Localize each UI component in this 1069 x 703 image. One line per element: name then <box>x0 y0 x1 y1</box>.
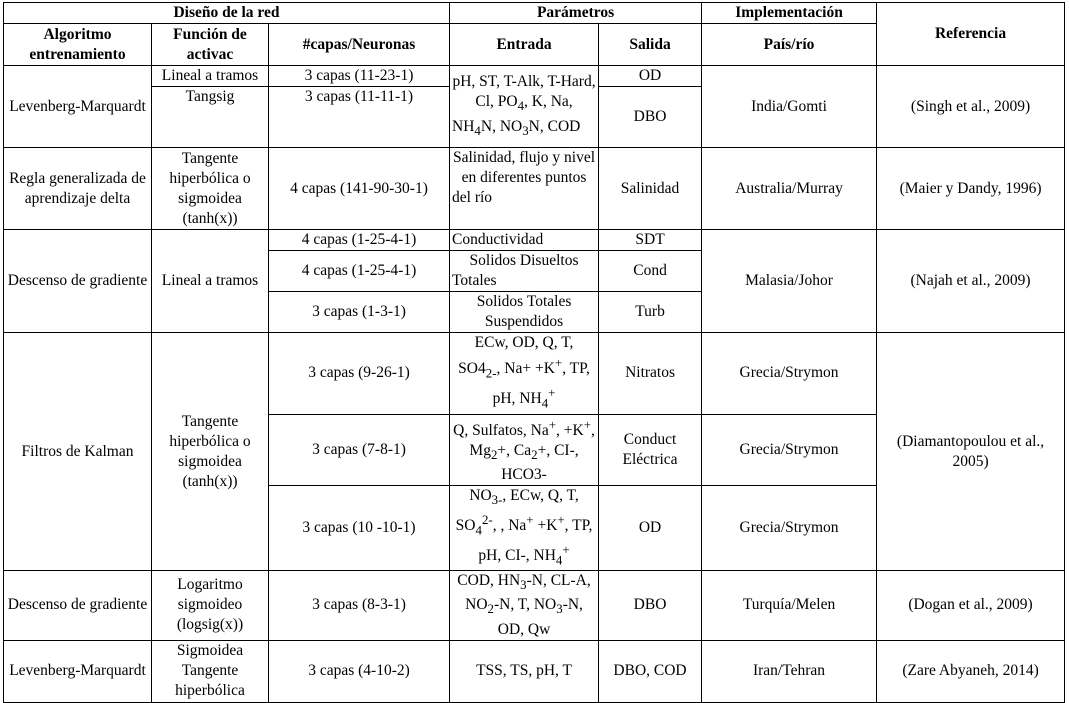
table-row <box>4 230 1065 251</box>
cell-input: ECw, OD, Q, T, $SO4_{2-}$, Na+ +K+, TP, pH, $NH_4^+$ <box>450 333 599 415</box>
header-layers-neurons: #capas/Neuronas <box>269 24 450 66</box>
cell-layers: 3 capas (1-3-1) <box>269 292 450 333</box>
cell-input: Solidos Totales Suspendidos <box>450 292 599 333</box>
cell-country-river: Grecia/Strymon <box>702 333 877 415</box>
cell-country-river: India/Gomti <box>702 66 877 148</box>
cell-layers: 3 capas (10 -10-1) <box>269 485 450 571</box>
cell-layers: 3 capas (11-23-1) <box>269 66 450 87</box>
cell-algorithm: Levenberg-Marquardt <box>4 640 152 702</box>
cell-layers: 3 capas (9-26-1) <box>269 333 450 415</box>
cell-activation: Logaritmo sigmoideo (logsig(x)) <box>152 571 269 640</box>
cell-reference: (Dogan et al., 2009) <box>877 571 1065 640</box>
cell-layers: 3 capas (8-3-1) <box>269 571 450 640</box>
cell-output: DBO <box>599 571 702 640</box>
cell-algorithm: Filtros de Kalman <box>4 333 152 571</box>
cell-output: DBO, COD <box>599 640 702 702</box>
cell-country-river: Iran/Tehran <box>702 640 877 702</box>
cell-algorithm: Descenso de gradiente <box>4 230 152 333</box>
cell-country-river: Australia/Murray <box>702 148 877 230</box>
header-training-algorithm: Algoritmo entrenamiento <box>4 24 152 66</box>
cell-layers: 3 capas (11-11-1) <box>269 87 450 148</box>
cell-input: Salinidad, flujo y nivel en diferentes puntos del río <box>450 148 599 230</box>
cell-layers: 4 capas (1-25-4-1) <box>269 251 450 292</box>
header-activation-function: Función de activac <box>152 24 269 66</box>
header-group-row <box>4 3 1065 24</box>
header-parameters: Parámetros <box>450 3 702 24</box>
cell-algorithm: Regla generalizada de aprendizaje delta <box>4 148 152 230</box>
header-country-river: País/río <box>702 24 877 66</box>
cell-output: Cond <box>599 251 702 292</box>
cell-reference: (Zare Abyaneh, 2014) <box>877 640 1065 702</box>
cell-activation: Sigmoidea Tangente hiperbólica <box>152 640 269 702</box>
cell-activation: Tangsig <box>152 87 269 148</box>
cell-output: Conduct Eléctrica <box>599 414 702 485</box>
cell-output: OD <box>599 485 702 571</box>
cell-output: Turb <box>599 292 702 333</box>
header-implementation: Implementación <box>702 3 877 24</box>
cell-output: DBO <box>599 87 702 148</box>
cell-layers: 4 capas (141-90-30-1) <box>269 148 450 230</box>
cell-activation: Lineal a tramos <box>152 66 269 87</box>
cell-input: Solidos Disueltos Totales <box>450 251 599 292</box>
cell-country-river: Grecia/Strymon <box>702 414 877 485</box>
cell-input: COD, $HN_3-N$, CL-A, $NO_2-N$, T, $NO_3-N$, OD, Qw <box>450 571 599 640</box>
cell-input: pH, ST, T-Alk, T-Hard, Cl, $PO_4$, K, Na, $NH_4N$, $NO_3N$, COD <box>450 66 599 148</box>
cell-reference: (Maier y Dandy, 1996) <box>877 148 1065 230</box>
table-row <box>4 66 1065 87</box>
table-row <box>4 571 1065 640</box>
cell-input: TSS, TS, pH, T <box>450 640 599 702</box>
cell-reference: (Singh et al., 2009) <box>877 66 1065 148</box>
cell-output: Salinidad <box>599 148 702 230</box>
cell-activation: Tangente hiperbólica o sigmoidea (tanh(x)) <box>152 148 269 230</box>
cell-reference: (Najah et al., 2009) <box>877 230 1065 333</box>
table-row <box>4 640 1065 702</box>
cell-country-river: Turquía/Melen <box>702 571 877 640</box>
cell-input: Q, Sulfatos, Na+, +K+, $Mg_2+$, $Ca_2+$, CI-, HCO3- <box>450 414 599 485</box>
cell-activation: Lineal a tramos <box>152 230 269 333</box>
header-input: Entrada <box>450 24 599 66</box>
cell-algorithm: Levenberg-Marquardt <box>4 66 152 148</box>
cell-layers: 3 capas (7-8-1) <box>269 414 450 485</box>
cell-output: SDT <box>599 230 702 251</box>
cell-output: Nitratos <box>599 333 702 415</box>
header-output: Salida <box>599 24 702 66</box>
cell-input: Conductividad <box>450 230 599 251</box>
cell-reference: (Diamantopoulou et al., 2005) <box>877 333 1065 571</box>
cell-algorithm: Descenso de gradiente <box>4 571 152 640</box>
cell-input: $NO_{3-}$, ECw, Q, T, $SO_4^{2-}$, , Na+ +K+, TP, pH, CI-, $NH_4^+$ <box>450 485 599 571</box>
cell-layers: 3 capas (4-10-2) <box>269 640 450 702</box>
table-row <box>4 333 1065 415</box>
cell-output: OD <box>599 66 702 87</box>
table-row <box>4 148 1065 230</box>
cell-activation: Tangente hiperbólica o sigmoidea (tanh(x)) <box>152 333 269 571</box>
ann-comparison-table <box>3 2 1065 703</box>
cell-country-river: Malasia/Johor <box>702 230 877 333</box>
header-network-design: Diseño de la red <box>4 3 450 24</box>
header-reference: Referencia <box>877 3 1065 66</box>
cell-layers: 4 capas (1-25-4-1) <box>269 230 450 251</box>
cell-country-river: Grecia/Strymon <box>702 485 877 571</box>
